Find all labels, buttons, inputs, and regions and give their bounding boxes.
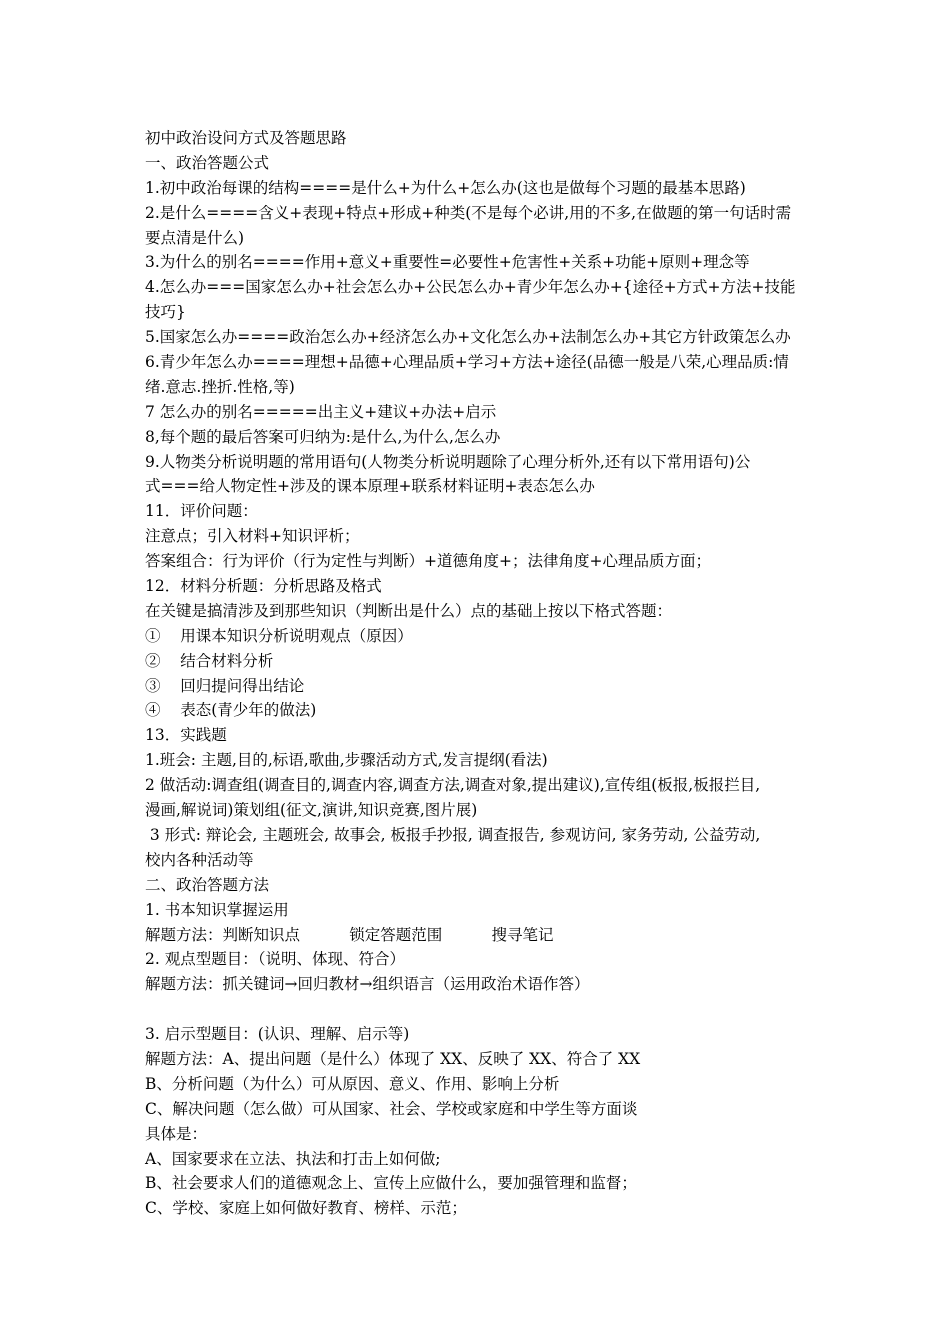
section-heading: 二、政治答题方法 xyxy=(145,875,270,894)
text-line: B、分析问题（为什么）可从原因、意义、作用、影响上分析 xyxy=(145,1074,560,1093)
text-line: B、社会要求人们的道德观念上、宣传上应做什么，要加强管理和监督； xyxy=(145,1174,637,1193)
text-line: 9.人物类分析说明题的常用语句(人物类分析说明题除了心理分析外,还有以下常用语句)公 xyxy=(145,452,751,471)
subsection-heading: 12．材料分析题：分析思路及格式 xyxy=(145,577,382,596)
blank-line xyxy=(145,997,813,1022)
text-line: 答案组合：行为评价（行为定性与判断）+道德角度+；法律角度+心理品质方面； xyxy=(145,552,711,571)
text-line: A、国家要求在立法、执法和打击上如何做; xyxy=(145,1149,441,1168)
list-item: ① 用课本知识分析说明观点（原因） xyxy=(145,626,413,645)
subsection-heading: 13．实践题 xyxy=(145,726,227,745)
subsection-heading: 11．评价问题： xyxy=(145,502,258,521)
text-line: 解题方法：抓关键词→回归教材→组织语言（运用政治术语作答） xyxy=(145,975,590,994)
text-line: 3.为什么的别名====作用+意义+重要性=必要性+危害性+关系+功能+原则+理念等 xyxy=(145,253,750,272)
text-line: 式===给人物定性+涉及的课本原理+联系材料证明+表态怎么办 xyxy=(145,477,595,496)
text-line: 8,每个题的最后答案可归纳为:是什么,为什么,怎么办 xyxy=(145,427,501,446)
text-line: 绪.意志.挫折.性格,等) xyxy=(145,377,295,396)
text-line: 要点清是什么) xyxy=(145,228,245,247)
subsection-heading: 2. 观点型题目：（说明、体现、符合） xyxy=(145,950,405,969)
section-heading: 一、政治答题公式 xyxy=(145,153,270,172)
text-line: 漫画,解说词)策划组(征文,演讲,知识竞赛,图片展) xyxy=(145,801,478,820)
subsection-heading: 1. 书本知识掌握运用 xyxy=(145,900,289,919)
document-body xyxy=(145,126,813,1221)
text-line: C、解决问题（怎么做）可从国家、社会、学校或家庭和中学生等方面谈 xyxy=(145,1099,638,1118)
text-line: 5.国家怎么办====政治怎么办+经济怎么办+文化怎么办+法制怎么办+其它方针政策怎么办 xyxy=(145,328,791,347)
list-item: ④ 表态(青少年的做法) xyxy=(145,701,317,720)
list-item: ③ 回归提问得出结论 xyxy=(145,676,305,695)
list-item: ② 结合材料分析 xyxy=(145,651,274,670)
text-line: 3 形式: 辩论会, 主题班会, 故事会, 板报手抄报, 调查报告, 参观访问, 家务劳动, 公益劳动, xyxy=(145,825,761,844)
text-line: 解题方法：判断知识点 锁定答题范围 搜寻笔记 xyxy=(145,925,554,944)
text-line: 2 做活动:调查组(调查目的,调查内容,调查方法,调查对象,提出建议),宣传组(板报,板报拦目, xyxy=(145,776,761,795)
text-line: 1.初中政治每课的结构====是什么+为什么+怎么办(这也是做每个习题的最基本思路) xyxy=(145,178,746,197)
text-line: 7 怎么办的别名=====出主义+建议+办法+启示 xyxy=(145,402,497,421)
text-line: 注意点；引入材料+知识评析； xyxy=(145,527,360,546)
text-line: 技巧} xyxy=(145,303,186,322)
text-line: 解题方法：A、提出问题（是什么）体现了 XX、反映了 XX、符合了 XX xyxy=(145,1049,641,1068)
text-line: 1.班会: 主题,目的,标语,歌曲,步骤活动方式,发言提纲(看法) xyxy=(145,751,548,770)
text-line: C、学校、家庭上如何做好教育、榜样、示范； xyxy=(145,1199,467,1218)
text-line: 6.青少年怎么办====理想+品德+心理品质+学习+方法+途径(品德一般是八荣,心理品质:情 xyxy=(145,353,789,372)
text-line: 2.是什么====含义+表现+特点+形成+种类(不是每个必讲,用的不多,在做题的第一句话时需 xyxy=(145,203,792,222)
document-title: 初中政治设问方式及答题思路 xyxy=(145,129,347,147)
text-line: 在关键是搞清涉及到那些知识（判断出是什么）点的基础上按以下格式答题： xyxy=(145,601,673,620)
text-line: 4.怎么办===国家怎么办+社会怎么办+公民怎么办+青少年怎么办+{途径+方式+方法+技能 xyxy=(145,278,796,297)
subsection-heading: 3. 启示型题目：(认识、理解、启示等) xyxy=(145,1025,410,1044)
text-line: 校内各种活动等 xyxy=(145,850,254,869)
text-line: 具体是： xyxy=(145,1124,208,1143)
